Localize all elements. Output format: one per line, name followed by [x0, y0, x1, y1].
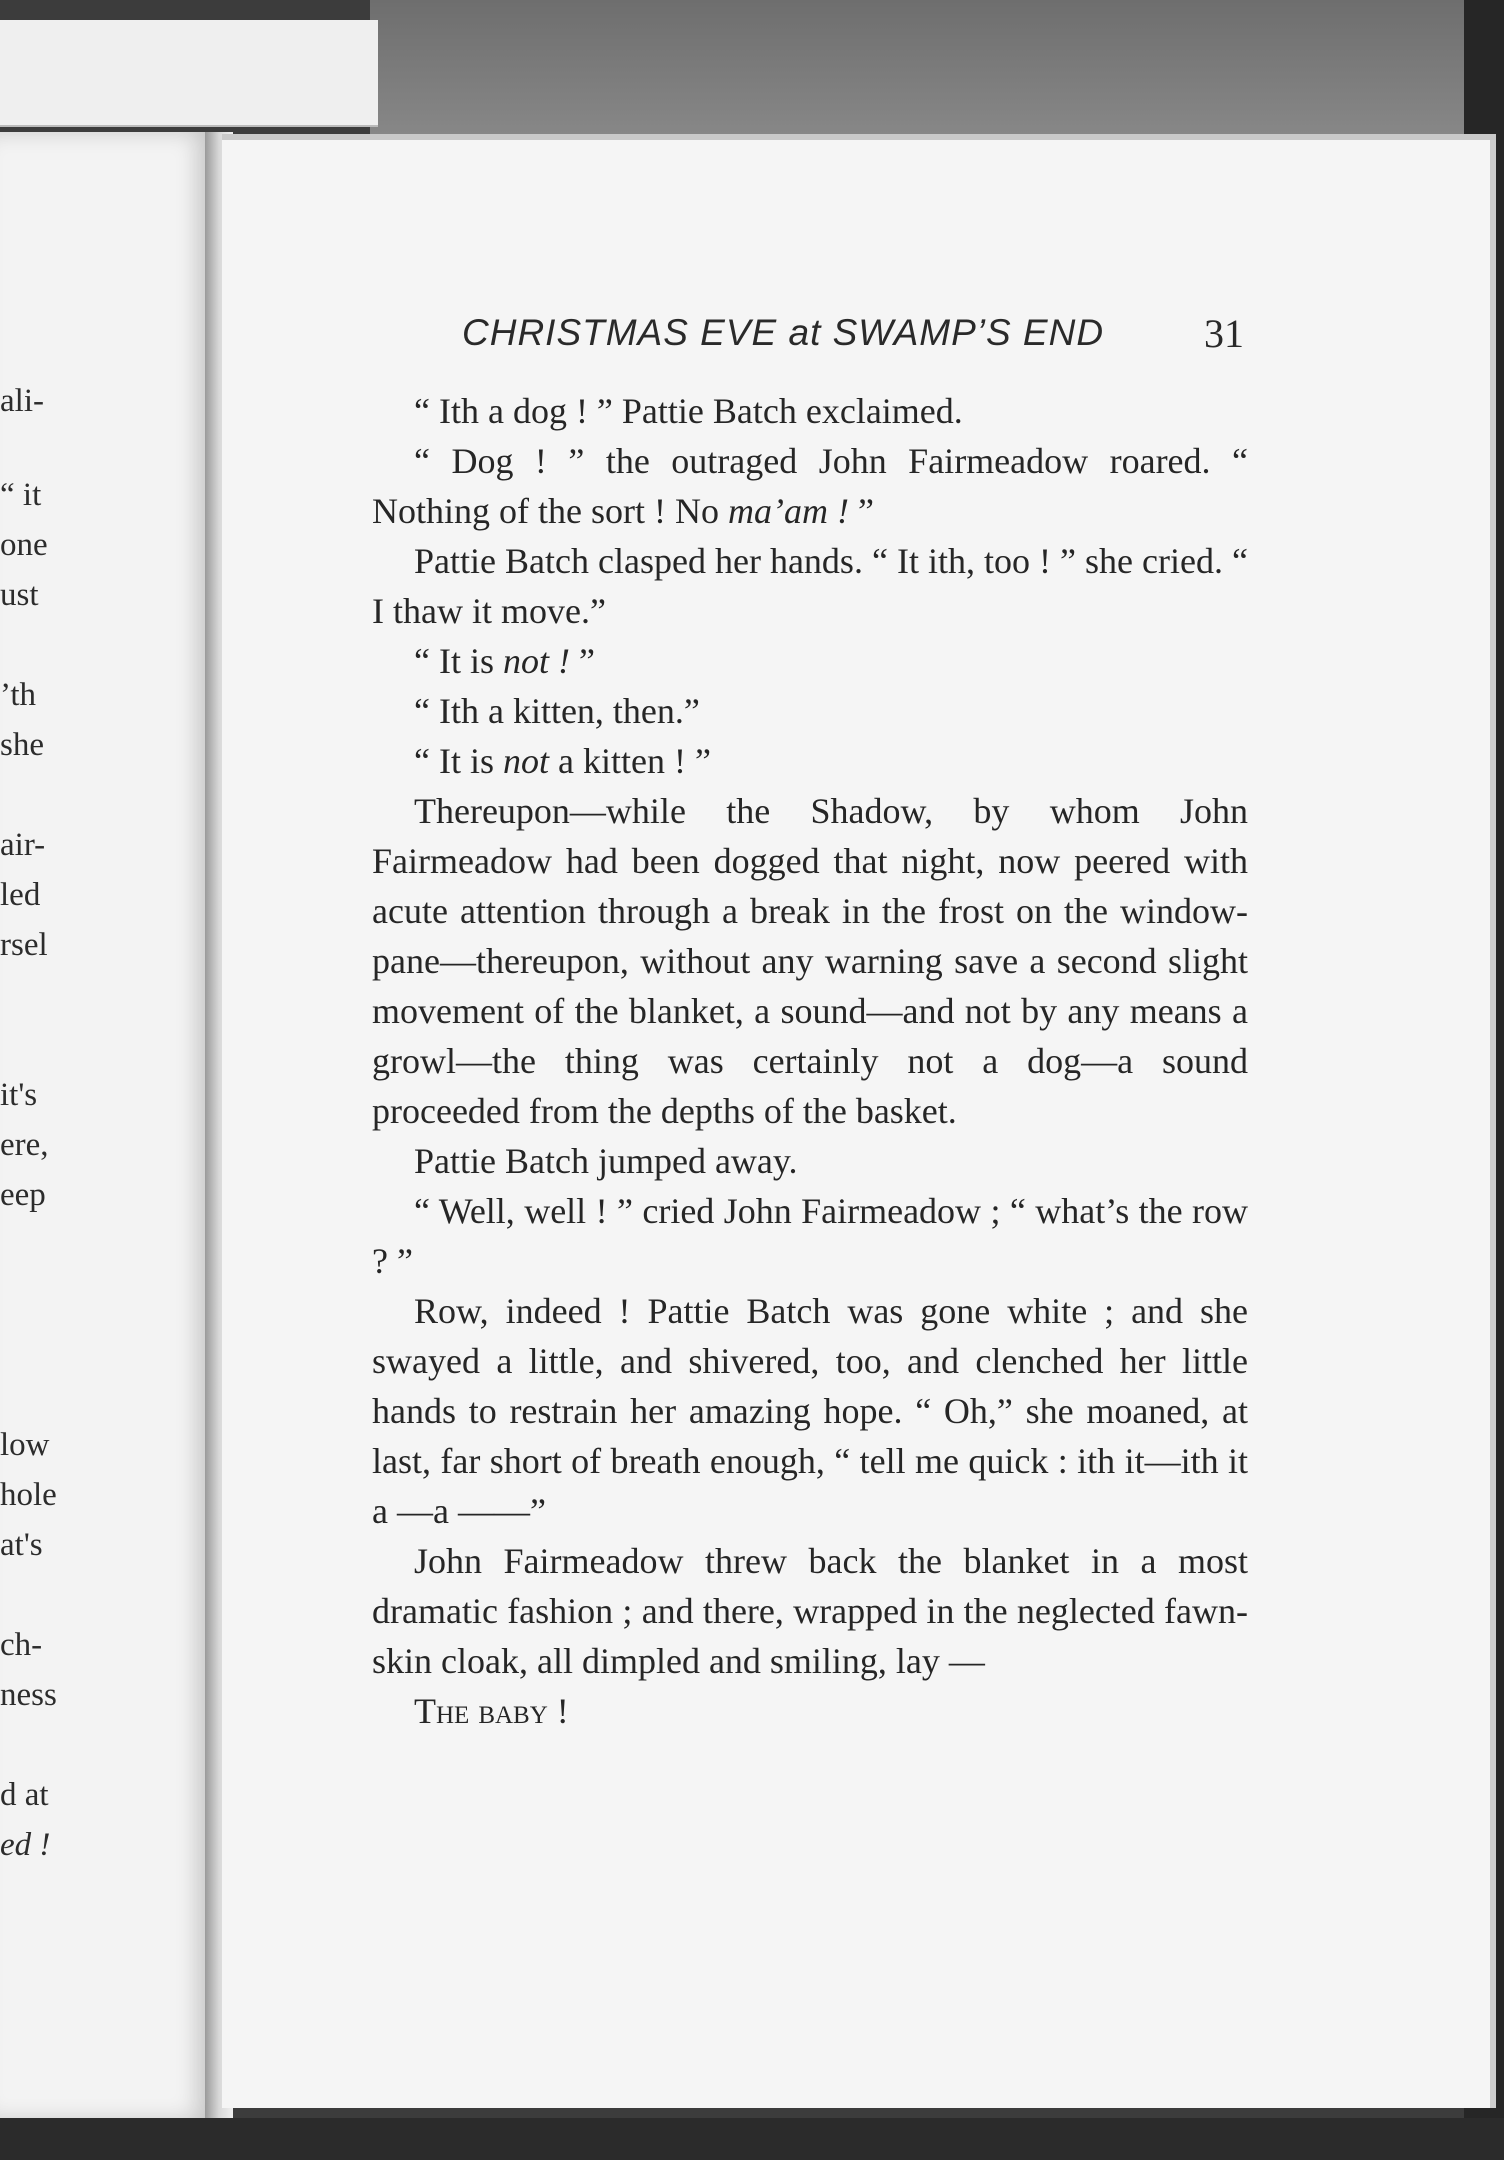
left-page-fragment: ’th — [0, 677, 37, 713]
left-page-fragment: air- — [0, 827, 46, 863]
paragraph — [372, 686, 1248, 736]
paragraph — [372, 1136, 1248, 1186]
paragraph — [372, 636, 1248, 686]
body-text — [372, 386, 1248, 1736]
left-page-fragment: ere, — [0, 1127, 49, 1163]
left-page-fragment: d at — [0, 1777, 49, 1813]
background-bottom — [0, 2118, 1504, 2160]
background-top — [370, 0, 1504, 150]
left-page-fragment: at's — [0, 1527, 43, 1563]
left-page-fragment: ust — [0, 577, 39, 613]
text-segment: ” — [569, 641, 595, 681]
left-page-fragment: ness — [0, 1677, 57, 1713]
paragraph — [372, 536, 1248, 636]
paragraph — [372, 386, 1248, 436]
text-segment: “ Ith a dog ! ” Pattie Batch exclaimed. — [414, 391, 963, 431]
paragraph — [372, 736, 1248, 786]
text-segment: “ Well, well ! ” cried John Fairmeadow ; “ what’s the row ? ” — [372, 1191, 1248, 1281]
paragraph — [372, 1286, 1248, 1536]
left-page-fragment: eep — [0, 1177, 46, 1213]
left-page-fragment: ed ! — [0, 1827, 51, 1863]
left-page — [0, 132, 215, 2120]
text-segment: “ Dog ! ” the outraged John Fairmeadow roared. “ Nothing of the sort ! No — [372, 441, 1248, 531]
left-page-fragment: led — [0, 877, 41, 913]
page-number: 31 — [1204, 311, 1244, 356]
italic-segment: ma’am ! — [727, 491, 849, 531]
left-page-fragment: hole — [0, 1477, 57, 1513]
text-segment: “ Ith a kitten, then.” — [414, 691, 700, 731]
text-segment: John Fairmeadow threw back the blanket in a most dramatic fashion ; and there, wrapped in the neglected fawn-skin cloak, all dimpled and smiling, lay — — [372, 1541, 1248, 1681]
paragraph — [372, 786, 1248, 1136]
closing-line: The baby ! — [414, 1691, 569, 1731]
left-page-fragment: she — [0, 727, 44, 763]
left-page-fragment: “ it — [0, 477, 42, 513]
text-segment: Thereupon—while the Shadow, by whom John Fairmeadow had been dogged that night, now peered with acute attention through a break in the frost on the window-pane—thereupon, without any warning save a second slight movement of the blanket, a sound—and not by any means a growl—the thing was certainly not a dog—a sound proceeded from the depths of the basket. — [372, 791, 1248, 1131]
text-segment: Pattie Batch clasped her hands. “ It ith, too ! ” she cried. “ I thaw it move.” — [372, 541, 1248, 631]
italic-segment: not ! — [502, 641, 570, 681]
bookmark-ribbon — [0, 20, 378, 127]
running-head: CHRISTMAS EVE at SWAMP’S END — [462, 312, 1105, 353]
text-segment: “ It is — [414, 641, 503, 681]
paragraph — [372, 1186, 1248, 1286]
text-segment: Row, indeed ! Pattie Batch was gone white ; and she swayed a little, and shivered, too, and clenched her little hands to restrain her amazing hope. “ Oh,” she moaned, at last, far short of breath enough, “ tell me quick : ith it—ith it a —a ——” — [372, 1291, 1248, 1531]
left-page-fragment: it's — [0, 1077, 38, 1113]
paragraph — [372, 436, 1248, 536]
left-page-fragment: low — [0, 1427, 50, 1463]
text-segment: “ It is — [414, 741, 503, 781]
left-page-fragment: rsel — [0, 927, 48, 963]
paragraph — [372, 1536, 1248, 1686]
left-page-fragment: one — [0, 527, 48, 563]
text-segment: a kitten ! ” — [549, 741, 711, 781]
paragraph — [372, 1686, 1248, 1736]
text-segment: Pattie Batch jumped away. — [414, 1141, 798, 1181]
left-page-fragment: ali- — [0, 383, 44, 419]
text-segment: ” — [848, 491, 874, 531]
left-page-fragment: ch- — [0, 1627, 43, 1663]
italic-segment: not — [502, 741, 549, 781]
